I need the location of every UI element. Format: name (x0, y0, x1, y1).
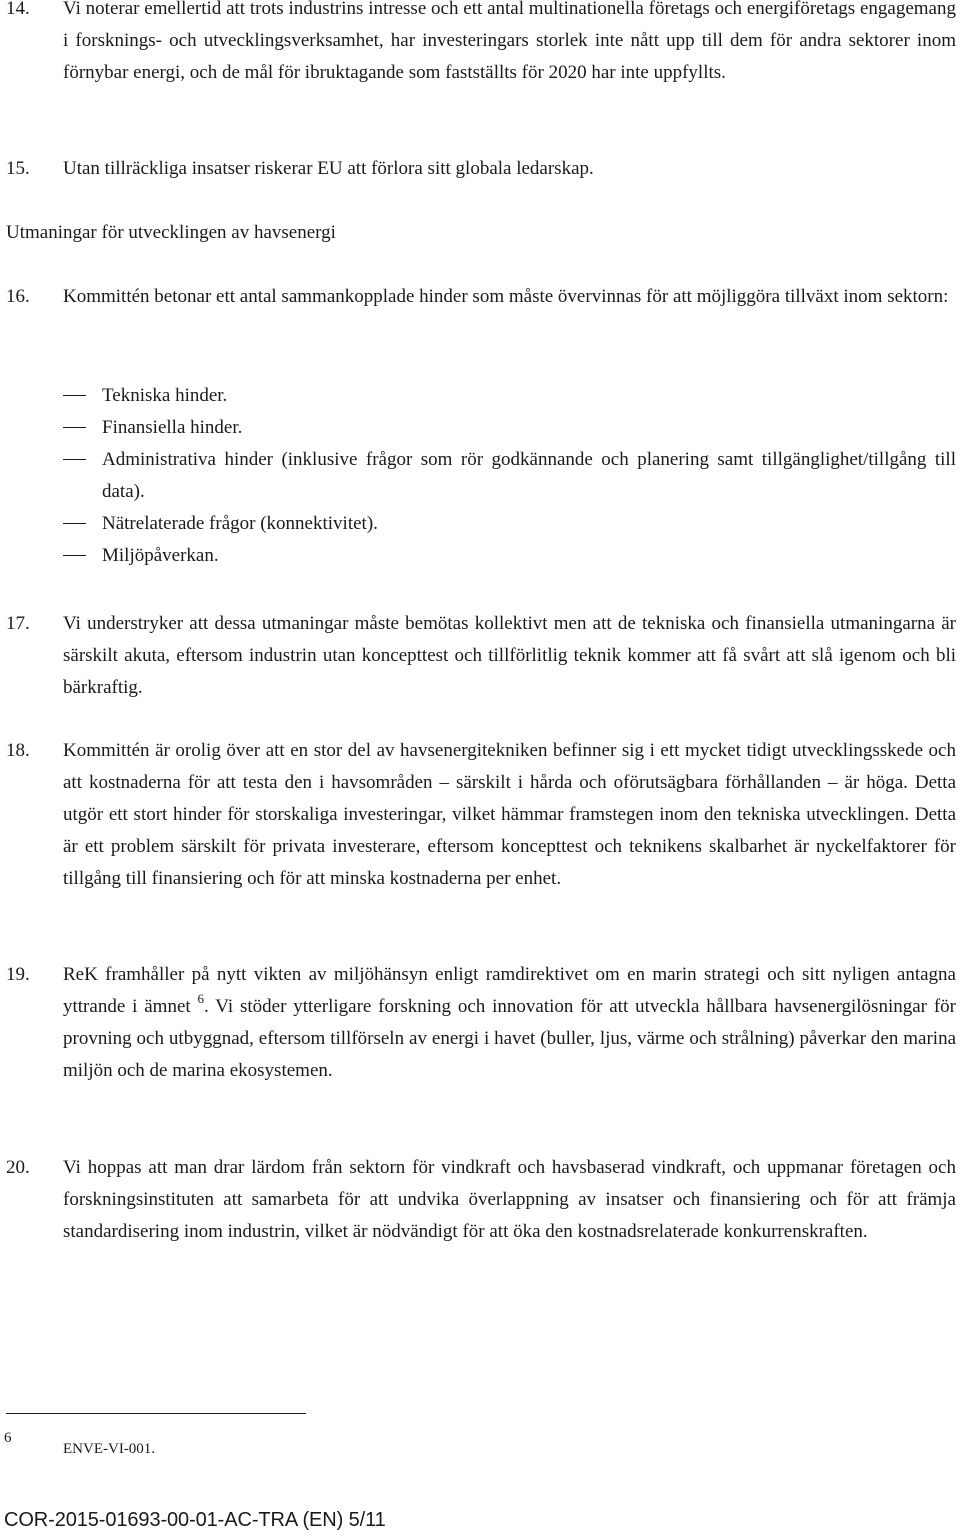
paragraph-20 (6, 1152, 956, 1248)
list-item-text: Tekniska hinder. (102, 385, 228, 406)
dash-marker (63, 555, 86, 556)
paragraph-text (63, 959, 956, 1087)
list-item-text: Administrativa hinder (inklusive frågor som rör godkännande och planering samt tillgänglighet/tillgång till data). (102, 449, 956, 502)
dash-marker (63, 427, 86, 428)
paragraph-number: 15. (6, 158, 30, 179)
bullet-list (63, 380, 956, 572)
paragraph-text: Kommittén betonar ett antal sammankopplade hinder som måste övervinnas för att möjliggöra tillväxt inom sektorn: (63, 286, 949, 307)
footnote-separator (6, 1413, 306, 1414)
list-item (63, 508, 956, 540)
paragraph-text: Vi understryker att dessa utmaningar måste bemötas kollektivt men att de tekniska och finansiella utmaningarna är särskilt akuta, eftersom industrin utan koncepttest och tillförlitlig teknik kommer att få svårt att slå igenom och bli bärkraftig. (63, 613, 956, 698)
paragraph-text: Kommittén är orolig över att en stor del av havsenergitekniken befinner sig i ett mycket tidigt utvecklingsskede och att kostnaderna för att testa den i havsområden – särskilt i hårda och oförutsägbara förhållanden – är höga. Detta utgör ett stort hinder för storskaliga investeringar, vilket hämmar framstegen inom den tekniska utvecklingen. Detta är ett problem särskilt för privata investerare, eftersom koncepttest och teknikens skalbarhet är nyckelfaktorer för tillgång till finansiering och för att minska kostnaderna per enhet. (63, 740, 956, 889)
paragraph-number: 18. (6, 740, 30, 761)
footnote-text: ENVE-VI-001. (63, 1441, 156, 1457)
paragraph-text-part: ReK framhåller på nytt vikten av miljöhänsyn enligt ramdirektivet om en marin strategi och sitt nyligen antagna yttrande i ämnet (63, 964, 956, 1017)
paragraph-text: Utan tillräckliga insatser riskerar EU att förlora sitt globala ledarskap. (63, 158, 594, 179)
paragraph-text-part: . Vi stöder ytterligare forskning och innovation för att utveckla hållbara havsenergilösningar för provning och utbyggnad, eftersom tillförseln av energi i havet (buller, ljus, värme och strålning) påverkar den marina miljön och de marina ekosystemen. (63, 996, 956, 1081)
list-item-text: Miljöpåverkan. (102, 545, 219, 566)
paragraph-15 (6, 153, 956, 185)
paragraph-number: 20. (6, 1157, 30, 1178)
dash-marker (63, 395, 86, 396)
paragraph-number: 14. (6, 0, 30, 19)
paragraph-number: 16. (6, 286, 30, 307)
list-item (63, 380, 956, 412)
list-item-text: Finansiella hinder. (102, 417, 243, 438)
dash-marker (63, 523, 86, 524)
list-item (63, 412, 956, 444)
footnote-reference[interactable]: 6 (197, 990, 205, 1006)
section-heading: Utmaningar för utvecklingen av havsenergi (6, 222, 336, 243)
dash-marker (63, 459, 86, 460)
paragraph-number: 19. (6, 964, 30, 985)
paragraph-text: Vi noterar emellertid att trots industrins intresse och ett antal multinationella företags och energiföretags engagemang i forsknings- och utvecklingsverksamhet, har investeringars storlek inte nått upp till dem för andra sektorer inom förnybar energi, och de mål för ibruktagande som fastställts för 2020 har inte uppfyllts. (63, 0, 956, 83)
list-item-text: Nätrelaterade frågor (konnektivitet). (102, 513, 378, 534)
paragraph-17 (6, 608, 956, 704)
footnote-mark: 6 (4, 1430, 12, 1446)
paragraph-number: 17. (6, 613, 30, 634)
paragraph-text: Vi hoppas att man drar lärdom från sektorn för vindkraft och havsbaserad vindkraft, och uppmanar företagen och forskningsinstituten att samarbeta för att undvika överlappning av insatser och finansiering och för att främja standardisering inom industrin, vilket är nödvändigt för att öka den kostnadsrelaterade konkurrenskraften. (63, 1157, 956, 1242)
paragraph-16 (6, 281, 956, 313)
list-item (63, 540, 956, 572)
list-item (63, 444, 956, 508)
document-reference: COR-2015-01693-00-01-AC-TRA (EN) 5/11 (4, 1509, 386, 1531)
paragraph-18 (6, 735, 956, 895)
paragraph-14 (6, 0, 956, 89)
paragraph-19 (6, 959, 956, 1087)
